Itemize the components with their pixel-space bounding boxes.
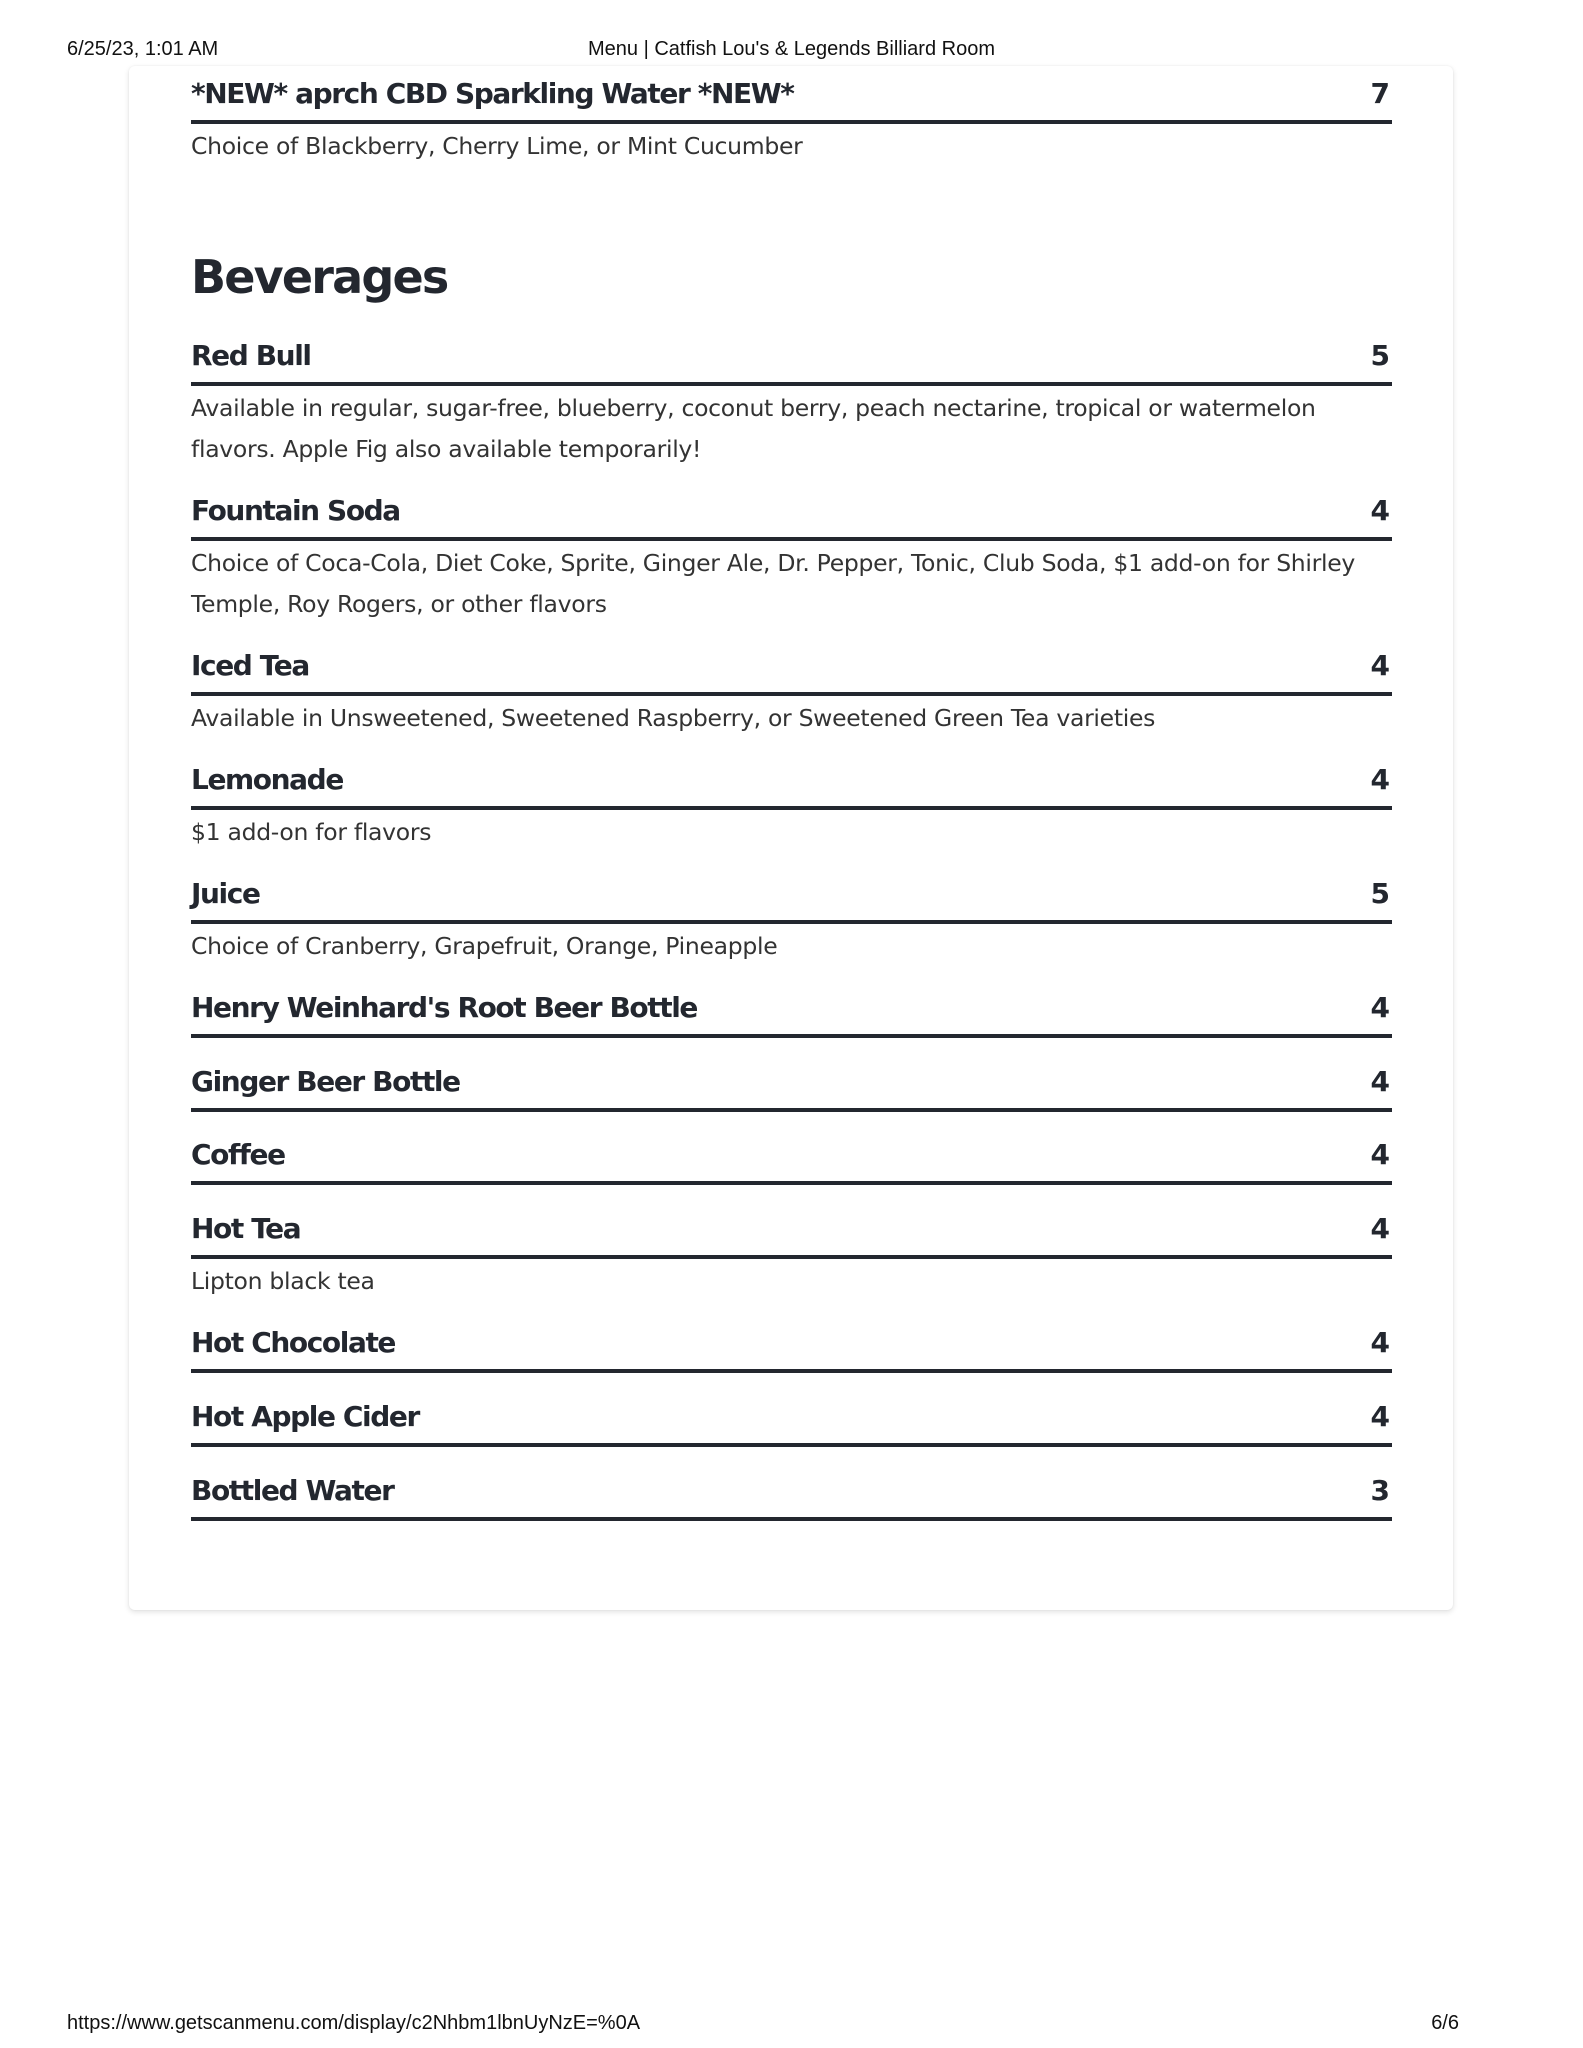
item-name: Fountain Soda [191,494,400,527]
item-description: Available in Unsweetened, Sweetened Raspberry, or Sweetened Green Tea varieties [191,704,1156,732]
item-description: Choice of Blackberry, Cherry Lime, or Mint Cucumber [191,132,803,160]
print-page-title: Menu | Catfish Lou's & Legends Billiard Room [587,38,995,60]
item-description: Available in regular, sugar-free, blueberry, coconut berry, peach nectarine, tropical or watermelon flavors. Apple Fig also available temporarily! [191,394,1316,463]
item-price: 4 [1370,1065,1390,1098]
menu-item-hot-tea [191,1201,1392,1302]
page-number: 6/6 [1431,2012,1459,2034]
item-price: 4 [1370,763,1390,796]
item-name: Ginger Beer Bottle [191,1065,460,1098]
menu-item-bottled-water [191,1463,1392,1521]
item-price: 4 [1370,494,1390,527]
menu-item-cbd-water [191,66,1392,167]
item-name: *NEW* aprch CBD Sparkling Water *NEW* [191,77,794,110]
item-name: Lemonade [191,763,343,796]
item-description: Choice of Coca-Cola, Diet Coke, Sprite, Ginger Ale, Dr. Pepper, Tonic, Club Soda, $1 add-on for Shirley Temple, Roy Rogers, or other flavors [191,549,1355,618]
item-price: 5 [1370,339,1390,372]
item-price: 4 [1370,1212,1390,1245]
item-description: Lipton black tea [191,1267,375,1295]
print-header [67,38,1516,62]
item-name: Iced Tea [191,649,309,682]
menu-item-root-beer [191,980,1392,1038]
item-price: 7 [1370,77,1390,110]
item-description: $1 add-on for flavors [191,818,432,846]
menu-item-red-bull [191,328,1392,470]
item-name: Coffee [191,1138,285,1171]
print-datetime: 6/25/23, 1:01 AM [67,38,219,60]
menu-item-hot-chocolate [191,1315,1392,1373]
print-footer [67,2012,1516,2036]
item-price: 4 [1370,649,1390,682]
item-name: Hot Tea [191,1212,301,1245]
item-price: 5 [1370,877,1390,910]
print-url: https://www.getscanmenu.com/display/c2Nhbm1lbnUyNzE=%0A [67,2012,641,2034]
menu-item-lemonade [191,752,1392,853]
item-price: 4 [1370,991,1390,1024]
item-price: 4 [1370,1400,1390,1433]
item-name: Red Bull [191,339,311,372]
item-price: 4 [1370,1326,1390,1359]
menu-item-coffee [191,1127,1392,1185]
item-name: Henry Weinhard's Root Beer Bottle [191,991,698,1024]
menu-item-hot-apple-cider [191,1389,1392,1447]
item-name: Hot Apple Cider [191,1400,419,1433]
item-price: 3 [1370,1474,1390,1507]
menu-item-fountain-soda [191,483,1392,625]
menu-item-juice [191,866,1392,967]
menu-item-ginger-beer [191,1054,1392,1112]
section-title-beverages: Beverages [191,250,448,304]
item-name: Bottled Water [191,1474,394,1507]
menu-item-iced-tea [191,638,1392,739]
item-description: Choice of Cranberry, Grapefruit, Orange, Pineapple [191,932,778,960]
item-name: Juice [191,877,260,910]
item-name: Hot Chocolate [191,1326,396,1359]
item-price: 4 [1370,1138,1390,1171]
